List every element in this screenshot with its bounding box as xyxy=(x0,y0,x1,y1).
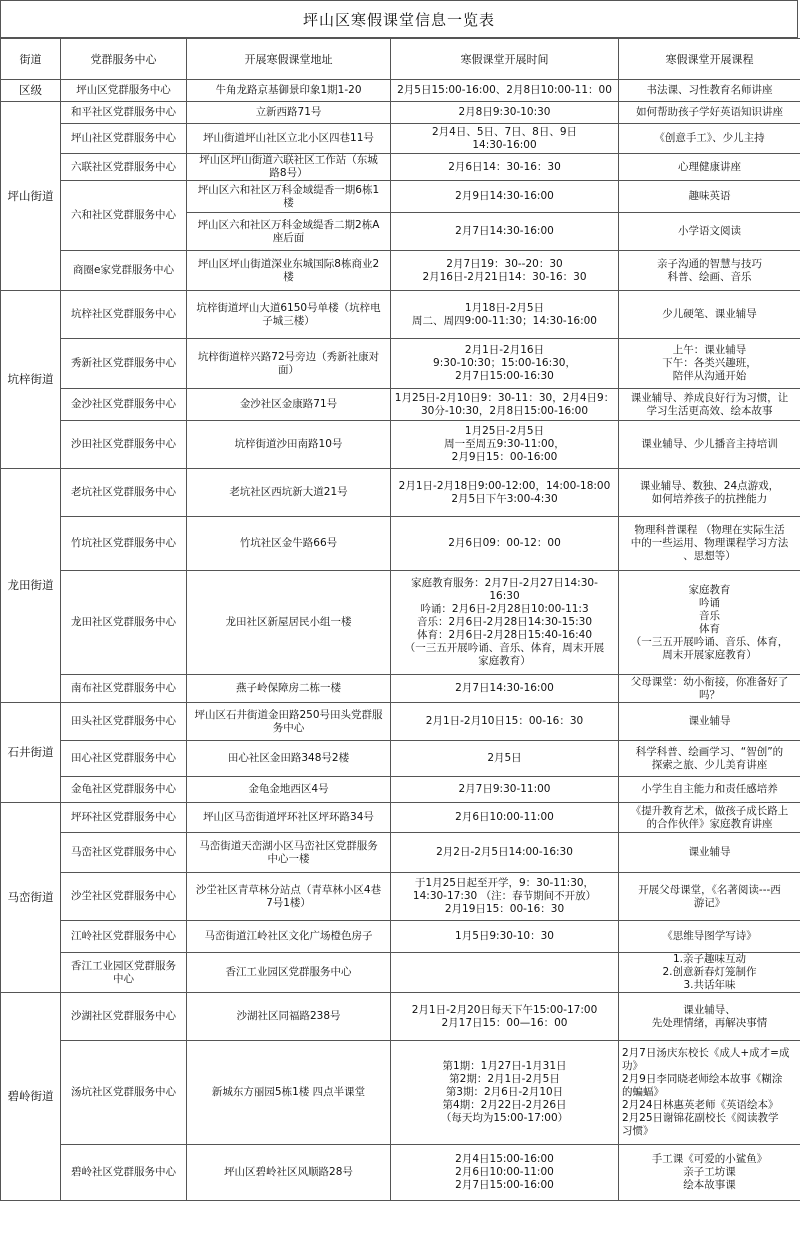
time-cell: 2月2日-2月5日14:00-16:30 xyxy=(391,833,619,873)
time-cell: 2月6日14：30-16：30 xyxy=(391,154,619,181)
address-cell: 坪山区碧岭社区风顺路28号 xyxy=(187,1145,391,1201)
time-cell: 1月5日9:30-10：30 xyxy=(391,921,619,953)
course-cell: 《创意手工》、少儿主持 xyxy=(619,124,800,154)
address-cell: 坑梓街道梓兴路72号旁边（秀新社康对 面） xyxy=(187,339,391,389)
address-cell: 金龟金地西区4号 xyxy=(187,777,391,803)
time-cell: 2月8日9:30-10:30 xyxy=(391,102,619,124)
address-cell: 龙田社区新屋居民小组一楼 xyxy=(187,571,391,675)
address-cell: 香江工业园区党群服务中心 xyxy=(187,953,391,993)
table-row xyxy=(1,571,800,675)
center-cell: 六联社区党群服务中心 xyxy=(61,154,187,181)
course-cell: 《提升教育艺术，做孩子成长路上 的合作伙伴》家庭教育讲座 xyxy=(619,803,800,833)
time-cell: 2月5日 xyxy=(391,741,619,777)
time-cell: 2月6日09：00-12：00 xyxy=(391,517,619,571)
time-cell: 2月9日14:30-16:00 xyxy=(391,181,619,213)
time-cell: 2月4日15:00-16:00 2月6日10:00-11:00 2月7日15:00-16:00 xyxy=(391,1145,619,1201)
center-cell: 南布社区党群服务中心 xyxy=(61,675,187,703)
course-cell: 少儿硬笔、课业辅导 xyxy=(619,291,800,339)
table-row xyxy=(1,741,800,777)
time-cell: 第1期：1月27日-1月31日 第2期：2月1日-2月5日 第3期：2月6日-2月10日 第4期：2月22日-2月26日 （每天均为15:00-17:00） xyxy=(391,1041,619,1145)
address-cell: 老坑社区西坑新大道21号 xyxy=(187,469,391,517)
header-center: 党群服务中心 xyxy=(61,39,187,80)
time-cell: 2月1日-2月16日 9:30-10:30；15:00-16:30， 2月7日15:00-16:30 xyxy=(391,339,619,389)
time-cell: 2月7日19：30--20：30 2月16日-2月21日14：30-16：30 xyxy=(391,251,619,291)
street-cell: 区级 xyxy=(1,80,61,102)
info-table xyxy=(0,38,800,1201)
time-cell: 2月6日10:00-11:00 xyxy=(391,803,619,833)
center-cell: 碧岭社区党群服务中心 xyxy=(61,1145,187,1201)
table-row xyxy=(1,421,800,469)
header-street: 街道 xyxy=(1,39,61,80)
center-cell: 金龟社区党群服务中心 xyxy=(61,777,187,803)
center-cell: 龙田社区党群服务中心 xyxy=(61,571,187,675)
course-cell: 1.亲子趣味互动 2.创意新春灯笼制作 3.共话年味 xyxy=(619,953,800,993)
table-row xyxy=(1,993,800,1041)
course-cell: 上午：课业辅导 下午：各类兴趣班， 陪伴从沟通开始 xyxy=(619,339,800,389)
table-row xyxy=(1,675,800,703)
center-cell: 金沙社区党群服务中心 xyxy=(61,389,187,421)
table-row xyxy=(1,953,800,993)
course-cell: 父母课堂：幼小衔接，你准备好了 吗？ xyxy=(619,675,800,703)
address-cell: 坪山区马峦街道坪环社区坪环路34号 xyxy=(187,803,391,833)
table-title: 坪山区寒假课堂信息一览表 xyxy=(0,0,798,38)
table-row xyxy=(1,469,800,517)
address-cell: 立新西路71号 xyxy=(187,102,391,124)
course-cell: 课业辅导、养成良好行为习惯，让 学习生活更高效、绘本故事 xyxy=(619,389,800,421)
table-row xyxy=(1,777,800,803)
address-cell: 马峦街道江岭社区文化广场橙色房子 xyxy=(187,921,391,953)
center-cell: 马峦社区党群服务中心 xyxy=(61,833,187,873)
header-course: 寒假课堂开展课程 xyxy=(619,39,800,80)
address-cell: 坪山区坪山街道六联社区工作站（东城 路8号） xyxy=(187,154,391,181)
course-cell: 课业辅导、少儿播音主持培训 xyxy=(619,421,800,469)
course-cell: 趣味英语 xyxy=(619,181,800,213)
time-cell: 2月4日、5日、7日、8日、9日 14:30-16:00 xyxy=(391,124,619,154)
address-cell: 坪山街道坪山社区立北小区四巷11号 xyxy=(187,124,391,154)
table-row xyxy=(1,833,800,873)
course-cell: 家庭教育 吟诵 音乐 体育 （一三五开展吟诵、音乐、体育， 周末开展家庭教育） xyxy=(619,571,800,675)
address-cell: 坪山区六和社区万科金域缇香一期6栋1 楼 xyxy=(187,181,391,213)
table-row xyxy=(1,389,800,421)
address-cell: 沙坣社区青草林分站点（青草林小区4巷 7号1楼） xyxy=(187,873,391,921)
center-cell: 竹坑社区党群服务中心 xyxy=(61,517,187,571)
center-cell: 老坑社区党群服务中心 xyxy=(61,469,187,517)
course-cell: 书法课、习性教育名师讲座 xyxy=(619,80,800,102)
address-cell: 牛角龙路京基御景印象1期1-20 xyxy=(187,80,391,102)
header-time: 寒假课堂开展时间 xyxy=(391,39,619,80)
center-cell: 六和社区党群服务中心 xyxy=(61,181,187,251)
course-cell: 2月7日汤庆东校长《成人+成才=成 功》 2月9日李同晓老师绘本故事《糊涂 的蝙蝠》 2月24日林惠英老师《英语绘本》 2月25日谢锦花副校长《阅读教学 习惯》 xyxy=(619,1041,800,1145)
address-cell: 坑梓街道沙田南路10号 xyxy=(187,421,391,469)
table-row xyxy=(1,921,800,953)
table-row xyxy=(1,102,800,124)
center-cell: 坪环社区党群服务中心 xyxy=(61,803,187,833)
course-cell: 亲子沟通的智慧与技巧 科普、绘画、音乐 xyxy=(619,251,800,291)
table-row xyxy=(1,1041,800,1145)
center-cell: 田头社区党群服务中心 xyxy=(61,703,187,741)
table-row xyxy=(1,124,800,154)
center-cell: 田心社区党群服务中心 xyxy=(61,741,187,777)
table-row xyxy=(1,181,800,213)
address-cell: 竹坑社区金牛路66号 xyxy=(187,517,391,571)
time-cell xyxy=(391,953,619,993)
center-cell: 秀新社区党群服务中心 xyxy=(61,339,187,389)
address-cell: 新城东方丽园5栋1楼 四点半课堂 xyxy=(187,1041,391,1145)
address-cell: 坑梓街道坪山大道6150号单楼（坑梓电 子城三楼） xyxy=(187,291,391,339)
course-cell: 课业辅导、 先处理情绪，再解决事情 xyxy=(619,993,800,1041)
street-cell: 坪山街道 xyxy=(1,102,61,291)
time-cell: 1月25日-2月10日9：30-11：30，2月4日9： 30分-10:30，2月8日15:00-16:00 xyxy=(391,389,619,421)
address-cell: 坪山区石井街道金田路250号田头党群服 务中心 xyxy=(187,703,391,741)
address-cell: 坪山区坪山街道深业东城国际8栋商业2 楼 xyxy=(187,251,391,291)
time-cell: 家庭教育服务：2月7日-2月27日14:30- 16:30 吟诵：2月6日-2月28日10:00-11:3 音乐：2月6日-2月28日14:30-15:30 体育：2月6日-2月28日15:40-16:40 （一三五开展吟诵、音乐、体育，周末开展 家庭教育） xyxy=(391,571,619,675)
address-cell: 沙湖社区同福路238号 xyxy=(187,993,391,1041)
street-cell: 坑梓街道 xyxy=(1,291,61,469)
center-cell: 坑梓社区党群服务中心 xyxy=(61,291,187,339)
center-cell: 坪山区党群服务中心 xyxy=(61,80,187,102)
time-cell: 2月5日15:00-16:00、2月8日10:00-11：00 xyxy=(391,80,619,102)
address-cell: 金沙社区金康路71号 xyxy=(187,389,391,421)
course-cell: 小学语文阅读 xyxy=(619,213,800,251)
address-cell: 田心社区金田路348号2楼 xyxy=(187,741,391,777)
time-cell: 2月1日-2月20日每天下午15:00-17:00 2月17日15：00—16：00 xyxy=(391,993,619,1041)
header-address: 开展寒假课堂地址 xyxy=(187,39,391,80)
center-cell: 商圈e家党群服务中心 xyxy=(61,251,187,291)
table-row xyxy=(1,154,800,181)
address-cell: 燕子岭保障房二栋一楼 xyxy=(187,675,391,703)
street-cell: 马峦街道 xyxy=(1,803,61,993)
center-cell: 沙湖社区党群服务中心 xyxy=(61,993,187,1041)
street-cell: 石井街道 xyxy=(1,703,61,803)
table-row xyxy=(1,803,800,833)
table-row xyxy=(1,80,800,102)
course-cell: 课业辅导 xyxy=(619,833,800,873)
address-cell: 坪山区六和社区万科金域缇香二期2栋A 座后面 xyxy=(187,213,391,251)
course-cell: 如何帮助孩子学好英语知识讲座 xyxy=(619,102,800,124)
course-cell: 课业辅导 xyxy=(619,703,800,741)
course-cell: 《思维导图学写诗》 xyxy=(619,921,800,953)
address-cell: 马峦街道天峦湖小区马峦社区党群服务 中心一楼 xyxy=(187,833,391,873)
time-cell: 2月1日-2月18日9:00-12:00，14:00-18:00 2月5日下午3:00-4:30 xyxy=(391,469,619,517)
center-cell: 沙田社区党群服务中心 xyxy=(61,421,187,469)
table-row xyxy=(1,251,800,291)
table-row xyxy=(1,339,800,389)
center-cell: 江岭社区党群服务中心 xyxy=(61,921,187,953)
course-cell: 手工课《可爱的小鲨鱼》 亲子工坊课 绘本故事课 xyxy=(619,1145,800,1201)
time-cell: 1月25日-2月5日 周一至周五9:30-11:00， 2月9日15：00-16:00 xyxy=(391,421,619,469)
center-cell: 香江工业园区党群服务 中心 xyxy=(61,953,187,993)
time-cell: 2月7日14:30-16:00 xyxy=(391,675,619,703)
table-row xyxy=(1,517,800,571)
time-cell: 1月18日-2月5日 周二、周四9:00-11:30；14:30-16:00 xyxy=(391,291,619,339)
time-cell: 2月7日14:30-16:00 xyxy=(391,213,619,251)
course-cell: 小学生自主能力和责任感培养 xyxy=(619,777,800,803)
course-cell: 物理科普课程 （物理在实际生活 中的一些运用、物理课程学习方法 、思想等） xyxy=(619,517,800,571)
center-cell: 沙坣社区党群服务中心 xyxy=(61,873,187,921)
center-cell: 坪山社区党群服务中心 xyxy=(61,124,187,154)
center-cell: 汤坑社区党群服务中心 xyxy=(61,1041,187,1145)
course-cell: 科学科普、绘画学习、“智创”的 探索之旅、少儿美育讲座 xyxy=(619,741,800,777)
course-cell: 开展父母课堂，《名著阅读---西 游记》 xyxy=(619,873,800,921)
time-cell: 于1月25日起至开学，9：30-11:30， 14:30-17:30 （注：春节期间不开放） 2月19日15：00-16：30 xyxy=(391,873,619,921)
time-cell: 2月1日-2月10日15：00-16：30 xyxy=(391,703,619,741)
center-cell: 和平社区党群服务中心 xyxy=(61,102,187,124)
course-cell: 课业辅导、数独、24点游戏， 如何培养孩子的抗挫能力 xyxy=(619,469,800,517)
time-cell: 2月7日9:30-11:00 xyxy=(391,777,619,803)
street-cell: 龙田街道 xyxy=(1,469,61,703)
table-row xyxy=(1,873,800,921)
course-cell: 心理健康讲座 xyxy=(619,154,800,181)
table-row xyxy=(1,1145,800,1201)
table-row xyxy=(1,291,800,339)
street-cell: 碧岭街道 xyxy=(1,993,61,1201)
header-row xyxy=(1,39,800,80)
table-row xyxy=(1,703,800,741)
